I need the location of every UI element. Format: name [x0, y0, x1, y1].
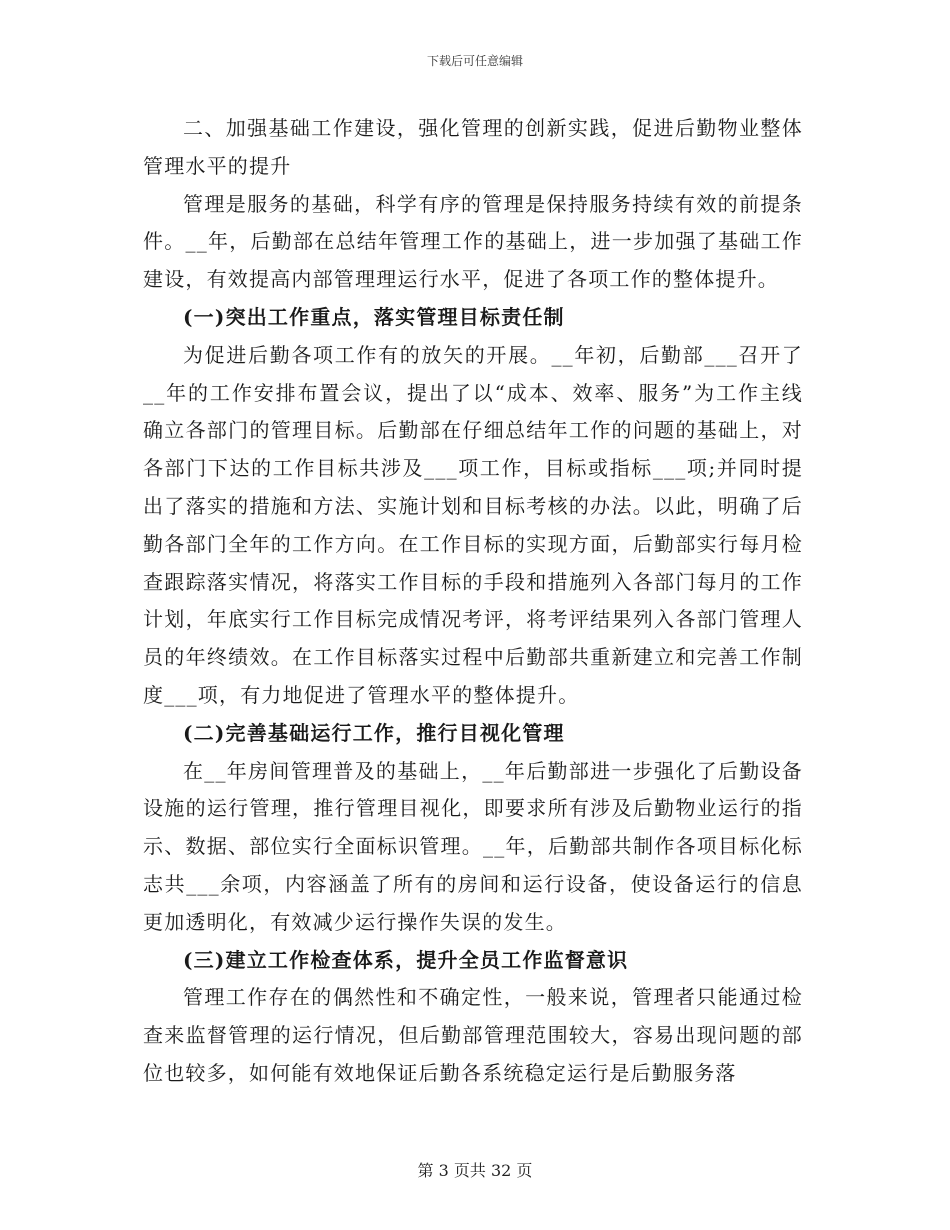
subheading-1: (一)突出工作重点，落实管理目标责任制	[183, 304, 565, 329]
page-number: 第 3 页共 32 页	[417, 1161, 533, 1180]
page-header: 下载后可任意编辑	[426, 54, 523, 68]
document-body	[143, 110, 803, 1093]
subheading-2: (二)完善基础运行工作，推行目视化管理	[183, 720, 565, 745]
subheading-3: (三)建立工作检查体系，提升全员工作监督意识	[183, 947, 629, 972]
paragraph-targets: 为促进后勤各项工作有的放矢的开展。__年初，后勤部___召开了__年的工作安排布置会议，提出了以“成本、效率、服务”为工作主线确立各部门的管理目标。后勤部在仔细总结年工作的问题的基础上，对各部门下达的工作目标共涉及___项工作，目标或指标___项;并同时提出了落实的措施和方法、实施计划和目标考核的办法。以此，明确了后勤各部门全年的工作方向。在工作目标的实现方面，后勤部实行每月检查跟踪落实情况，将落实工作目标的手段和措施列入各部门每月的工作计划，年底实行工作目标完成情况考评，将考评结果列入各部门管理人员的年终绩效。在工作目标落实过程中后勤部共重新建立和完善工作制度___项，有力地促进了管理水平的整体提升。	[143, 342, 803, 707]
paragraph-inspection: 管理工作存在的偶然性和不确定性，一般来说，管理者只能通过检查来监督管理的运行情况，但后勤部管理范围较大，容易出现问题的部位也较多，如何能有效地保证后勤各系统稳定运行是后勤服务落	[143, 985, 803, 1085]
section-heading-2: 二、加强基础工作建设，强化管理的创新实践，促进后勤物业整体管理水平的提升	[143, 116, 803, 178]
paragraph-visual-management: 在__年房间管理普及的基础上，__年后勤部进一步强化了后勤设备设施的运行管理，推行管理目视化，即要求所有涉及后勤物业运行的指示、数据、部位实行全面标识管理。__年，后勤部共制作各项目标化标志共___余项，内容涵盖了所有的房间和运行设备，使设备运行的信息更加透明化，有效减少运行操作失误的发生。	[143, 758, 803, 934]
paragraph-intro: 管理是服务的基础，科学有序的管理是保持服务持续有效的前提条件。__年，后勤部在总结年管理工作的基础上，进一步加强了基础工作建设，有效提高内部管理理运行水平，促进了各项工作的整体提升。	[143, 191, 803, 292]
